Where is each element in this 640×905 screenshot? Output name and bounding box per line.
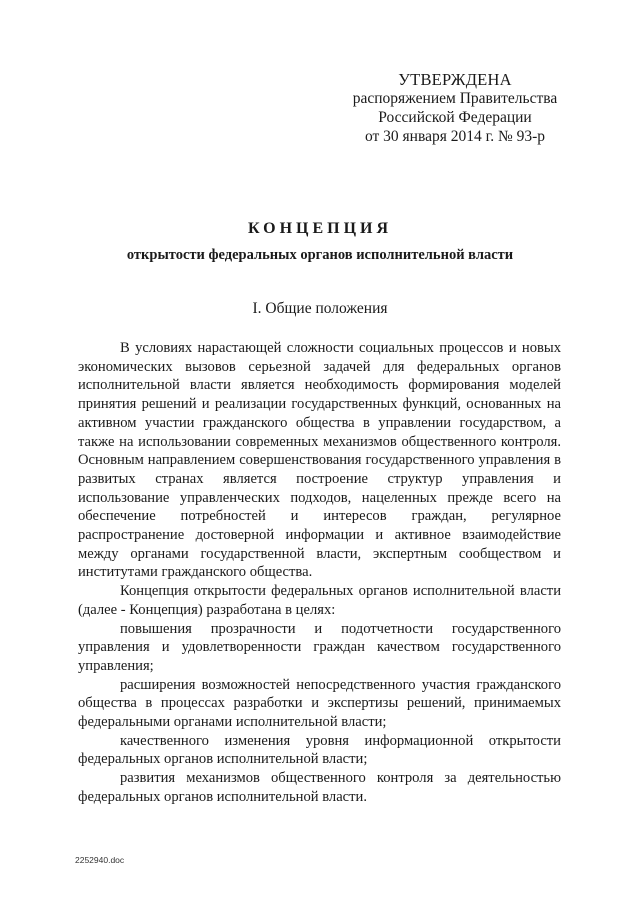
section-heading: I. Общие положения	[252, 300, 388, 317]
document-subtitle: открытости федеральных органов исполнительной власти	[126, 247, 514, 263]
paragraph-intro: В условиях нарастающей сложности социальных процессов и новых экономических вызовов серьезной задачей для федеральных органов исполнительной власти является необходимость формирования моделей принятия решений и реализации государственных функций, основанных на активном участии гражданского общества в управлении государством, а также на использовании современных механизмов общественного контроля. Основным направлением совершенствования государственного управления в развитых странах является построение структур управления и использование управленческих подходов, нацеленных прежде всего на обеспечение потребностей и интересов граждан, регулярное распространение достоверной информации и активное взаимодействие между органами государственной власти, экспертным сообществом и институтами гражданского общества.	[78, 340, 561, 581]
paragraph-goal-2: расширения возможностей непосредственного участия гражданского общества в процессах разработки и экспертизы решений, принимаемых федеральными органами исполнительной власти;	[78, 676, 561, 731]
file-name-footer: 2252940.doc	[75, 855, 125, 865]
approval-stamp	[340, 70, 570, 146]
approval-line-2: Российской Федерации	[378, 109, 532, 126]
approval-line-3: от 30 января 2014 г. № 93-р	[364, 128, 546, 145]
paragraph-goal-1: повышения прозрачности и подотчетности государственного управления и удовлетворенности граждан качеством государственного управления;	[78, 620, 561, 674]
body-text	[78, 339, 561, 807]
paragraph-goal-4: развития механизмов общественного контроля за деятельностью федеральных органов исполнительной власти.	[78, 770, 561, 805]
approval-title: УТВЕРЖДЕНА	[398, 70, 512, 89]
document-title: КОНЦЕПЦИЯ	[247, 220, 393, 237]
paragraph-goal-3: качественного изменения уровня информационной открытости федеральных органов исполнительной власти;	[78, 732, 561, 768]
paragraph-purpose: Концепция открытости федеральных органов исполнительной власти (далее - Концепция) разработана в целях:	[78, 583, 561, 618]
approval-line-1: распоряжением Правительства	[352, 90, 558, 107]
